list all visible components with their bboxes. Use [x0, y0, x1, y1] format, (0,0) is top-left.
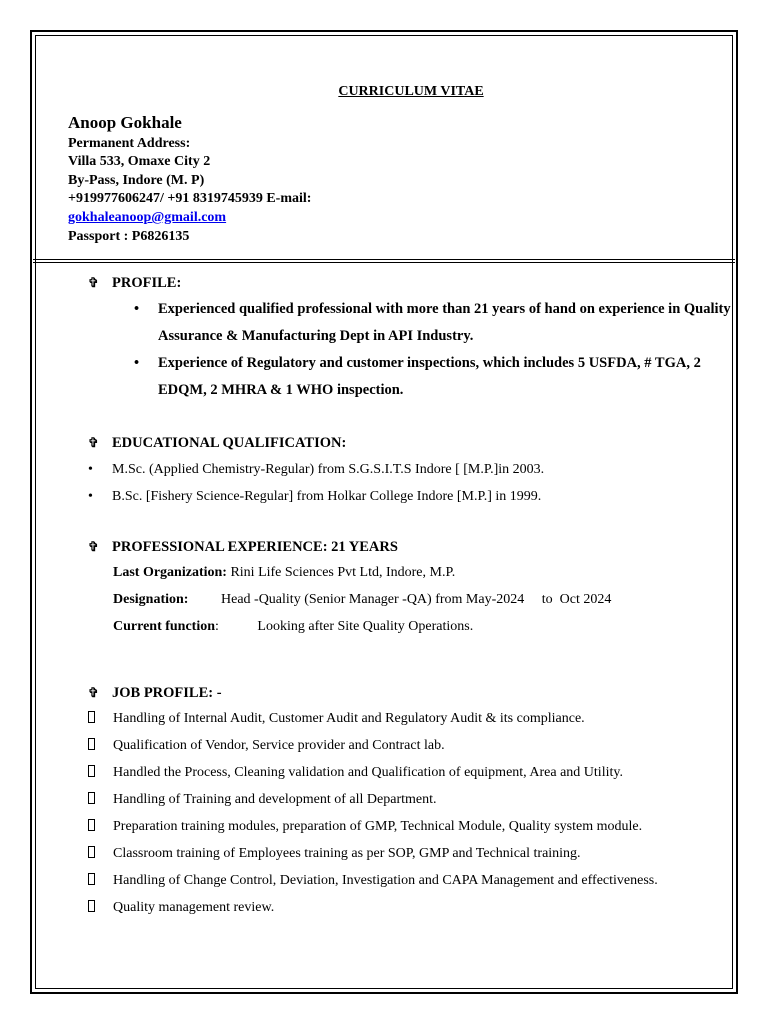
last-organization [113, 565, 455, 581]
cross-icon: ✞ [88, 539, 99, 554]
profile-bullet-2 [134, 350, 734, 404]
job-item [88, 738, 445, 754]
address-label: Permanent Address: [68, 136, 191, 151]
checkbox-glyph-icon [88, 873, 95, 885]
job-item [88, 873, 658, 889]
bullet-icon: • [134, 355, 140, 371]
job-item-text: Classroom training of Employees training as per SOP, GMP and Technical training. [113, 846, 581, 861]
profile-bullet-text: Experience of Regulatory and customer inspections, which includes 5 USFDA, # TGA, 2 EDQM, 2 MHRA & 1 WHO inspection. [158, 355, 701, 398]
profile-bullet-1 [134, 296, 734, 350]
cross-icon: ✞ [88, 685, 99, 700]
job-profile-heading [88, 685, 222, 702]
profile-heading-text: PROFILE: [112, 275, 182, 291]
email-link[interactable]: gokhaleanoop@gmail.com [68, 210, 227, 225]
organization-value: Rini Life Sciences Pvt Ltd, Indore, M.P. [226, 565, 456, 580]
job-profile-heading-text: JOB PROFILE: - [112, 685, 222, 701]
designation-value: Head -Quality (Senior Manager -QA) from May-2024 to Oct 2024 [221, 592, 612, 607]
job-item-text: Handling of Internal Audit, Customer Audit and Regulatory Audit & its compliance. [113, 711, 585, 726]
checkbox-glyph-icon [88, 792, 95, 804]
checkbox-glyph-icon [88, 819, 95, 831]
checkbox-glyph-icon [88, 846, 95, 858]
checkbox-glyph-icon [88, 711, 95, 723]
document-title: CURRICULUM VITAE [338, 84, 484, 99]
experience-heading-text: PROFESSIONAL EXPERIENCE: 21 YEARS [112, 539, 398, 555]
education-item-text: B.Sc. [Fishery Science-Regular] from Holkar College Indore [M.P.] in 1999. [112, 489, 542, 504]
education-item-text: M.Sc. (Applied Chemistry-Regular) from S.G.S.I.T.S Indore [ [M.P.]in 2003. [112, 462, 545, 477]
job-item [88, 711, 585, 727]
job-item [88, 846, 581, 862]
checkbox-glyph-icon [88, 765, 95, 777]
experience-heading [88, 539, 398, 556]
education-heading-text: EDUCATIONAL QUALIFICATION: [112, 435, 347, 451]
job-item-text: Handled the Process, Cleaning validation and Qualification of equipment, Area and Utility. [113, 765, 623, 780]
checkbox-glyph-icon [88, 738, 95, 750]
designation [113, 592, 611, 608]
phone-line: +919977606247/ +91 8319745939 E-mail: [68, 191, 312, 206]
job-item [88, 792, 437, 808]
education-item [88, 462, 544, 478]
organization-label: Last Organization: [113, 565, 227, 580]
address-line-1: Villa 533, Omaxe City 2 [68, 154, 211, 169]
header-divider [33, 259, 735, 263]
profile-bullet-text: Experienced qualified professional with more than 21 years of hand on experience in Quality Assurance & Manufacturing Dept in API Industry. [158, 301, 731, 344]
job-item-text: Preparation training modules, preparation of GMP, Technical Module, Quality system module. [113, 819, 643, 834]
designation-label: Designation: [113, 592, 189, 607]
checkbox-glyph-icon [88, 900, 95, 912]
passport-line: Passport : P6826135 [68, 229, 190, 244]
address-line-2: By-Pass, Indore (M. P) [68, 173, 205, 188]
job-item-text: Handling of Training and development of all Department. [113, 792, 437, 807]
education-heading [88, 435, 346, 452]
bullet-icon: • [134, 301, 140, 317]
job-item-text: Qualification of Vendor, Service provider and Contract lab. [113, 738, 445, 753]
bullet-icon: • [88, 489, 93, 504]
job-item-text: Handling of Change Control, Deviation, Investigation and CAPA Management and effectiveness. [113, 873, 658, 888]
cross-icon: ✞ [88, 435, 99, 450]
job-item [88, 765, 623, 781]
current-function [113, 619, 473, 635]
job-item [88, 900, 274, 916]
bullet-icon: • [88, 462, 93, 477]
job-item-text: Quality management review. [113, 900, 275, 915]
function-label: Current function [113, 619, 216, 634]
function-value: : Looking after Site Quality Operations. [215, 619, 474, 634]
job-item [88, 819, 642, 835]
profile-heading [88, 275, 181, 292]
education-item [88, 489, 541, 505]
candidate-name: Anoop Gokhale [68, 113, 182, 132]
cross-icon: ✞ [88, 275, 99, 290]
